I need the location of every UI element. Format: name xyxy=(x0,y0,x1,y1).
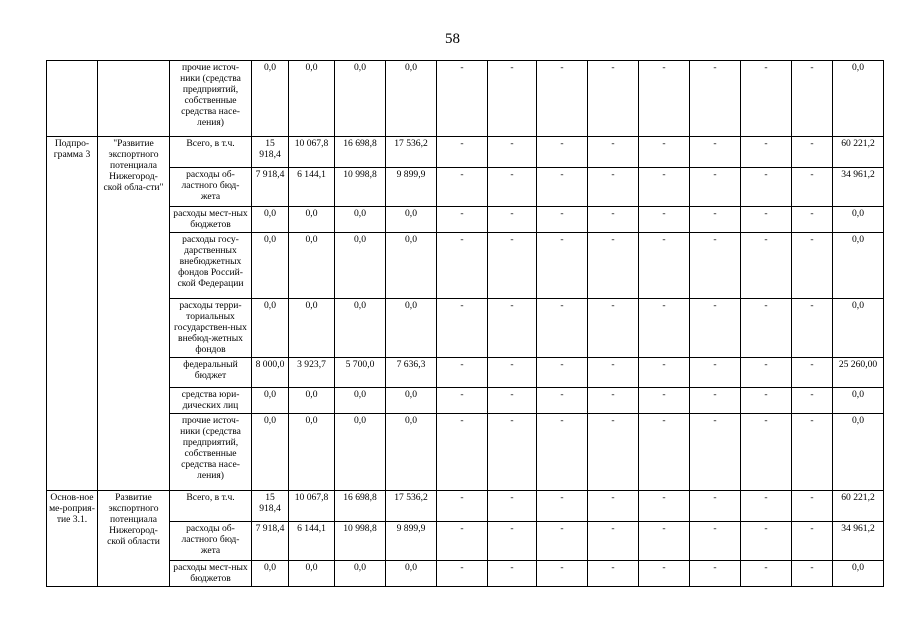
total-value-cell: 25 260,00 xyxy=(833,358,884,388)
year-value-cell: 7 918,4 xyxy=(252,522,289,561)
group-code: Основ-ное ме-роприя-тие 3.1. xyxy=(47,491,98,587)
year-value-cell: 0,0 xyxy=(335,388,386,414)
year-value-cell: 16 698,8 xyxy=(335,137,386,168)
year-value-cell: - xyxy=(437,137,488,168)
year-value-cell: - xyxy=(690,137,741,168)
year-value-cell: - xyxy=(639,207,690,233)
year-value-cell: - xyxy=(437,207,488,233)
year-value-cell: - xyxy=(792,522,833,561)
year-value-cell: 0,0 xyxy=(289,299,335,358)
year-value-cell: 0,0 xyxy=(335,61,386,137)
year-value-cell: - xyxy=(792,207,833,233)
year-value-cell: - xyxy=(741,233,792,299)
group-code: Подпро-грамма 3 xyxy=(47,137,98,491)
year-value-cell: - xyxy=(537,168,588,207)
year-value-cell: 0,0 xyxy=(289,207,335,233)
year-value-cell: - xyxy=(690,207,741,233)
year-value-cell: - xyxy=(588,358,639,388)
year-value-cell: - xyxy=(792,168,833,207)
year-value-cell: - xyxy=(488,207,537,233)
year-value-cell: - xyxy=(588,491,639,522)
year-value-cell: 15 918,4 xyxy=(252,137,289,168)
table-row xyxy=(47,137,884,168)
funding-source-label: прочие источ-ники (средства предприятий, собственные средства насе-ления) xyxy=(170,61,252,137)
year-value-cell: - xyxy=(639,137,690,168)
year-value-cell: - xyxy=(437,388,488,414)
funding-source-label: расходы мест-ных бюджетов xyxy=(170,207,252,233)
year-value-cell: 7 918,4 xyxy=(252,168,289,207)
year-value-cell: - xyxy=(588,414,639,491)
year-value-cell: 0,0 xyxy=(252,414,289,491)
year-value-cell: - xyxy=(792,491,833,522)
year-value-cell: - xyxy=(792,137,833,168)
funding-source-label: федеральный бюджет xyxy=(170,358,252,388)
year-value-cell: 6 144,1 xyxy=(289,168,335,207)
year-value-cell: - xyxy=(639,61,690,137)
group-title-cell xyxy=(98,61,170,137)
year-value-cell: - xyxy=(690,299,741,358)
year-value-cell: - xyxy=(639,414,690,491)
year-value-cell: - xyxy=(488,491,537,522)
year-value-cell: - xyxy=(588,137,639,168)
year-value-cell: - xyxy=(488,561,537,587)
funding-source-label: расходы госу-дарственных внебюджетных фондов Россий-ской Федерации xyxy=(170,233,252,299)
year-value-cell: 0,0 xyxy=(335,207,386,233)
year-value-cell: - xyxy=(792,233,833,299)
year-value-cell: - xyxy=(537,61,588,137)
year-value-cell: 6 144,1 xyxy=(289,522,335,561)
year-value-cell: 0,0 xyxy=(335,561,386,587)
year-value-cell: - xyxy=(741,168,792,207)
total-value-cell: 0,0 xyxy=(833,414,884,491)
year-value-cell: - xyxy=(588,522,639,561)
year-value-cell: - xyxy=(639,522,690,561)
total-value-cell: 0,0 xyxy=(833,561,884,587)
year-value-cell: 10 998,8 xyxy=(335,168,386,207)
year-value-cell: 7 636,3 xyxy=(386,358,437,388)
year-value-cell: 0,0 xyxy=(386,561,437,587)
year-value-cell: - xyxy=(792,61,833,137)
year-value-cell: - xyxy=(488,522,537,561)
year-value-cell: - xyxy=(792,299,833,358)
year-value-cell: - xyxy=(639,388,690,414)
year-value-cell: - xyxy=(741,299,792,358)
year-value-cell: 0,0 xyxy=(289,388,335,414)
year-value-cell: 9 899,9 xyxy=(386,168,437,207)
year-value-cell: - xyxy=(690,168,741,207)
funding-source-label: расходы об-ластного бюд-жета xyxy=(170,522,252,561)
year-value-cell: - xyxy=(639,491,690,522)
year-value-cell: - xyxy=(437,561,488,587)
year-value-cell: - xyxy=(437,299,488,358)
year-value-cell: 0,0 xyxy=(386,61,437,137)
year-value-cell: - xyxy=(437,61,488,137)
year-value-cell: 0,0 xyxy=(289,61,335,137)
year-value-cell: - xyxy=(537,561,588,587)
year-value-cell: - xyxy=(488,388,537,414)
year-value-cell: - xyxy=(690,414,741,491)
year-value-cell: - xyxy=(537,207,588,233)
year-value-cell: - xyxy=(537,491,588,522)
year-value-cell: - xyxy=(639,168,690,207)
year-value-cell: - xyxy=(437,168,488,207)
year-value-cell: - xyxy=(488,168,537,207)
year-value-cell: - xyxy=(741,491,792,522)
total-value-cell: 60 221,2 xyxy=(833,137,884,168)
table-row xyxy=(47,358,884,388)
year-value-cell: 0,0 xyxy=(252,561,289,587)
year-value-cell: - xyxy=(741,137,792,168)
year-value-cell: - xyxy=(488,137,537,168)
year-value-cell: 5 700,0 xyxy=(335,358,386,388)
year-value-cell: - xyxy=(537,299,588,358)
year-value-cell: 0,0 xyxy=(386,414,437,491)
year-value-cell: - xyxy=(588,61,639,137)
year-value-cell: - xyxy=(741,358,792,388)
funding-source-label: Всего, в т.ч. xyxy=(170,491,252,522)
year-value-cell: - xyxy=(588,299,639,358)
year-value-cell: - xyxy=(690,388,741,414)
year-value-cell: - xyxy=(792,358,833,388)
year-value-cell: 0,0 xyxy=(289,561,335,587)
year-value-cell: - xyxy=(537,137,588,168)
year-value-cell: 0,0 xyxy=(252,207,289,233)
year-value-cell: - xyxy=(437,491,488,522)
year-value-cell: - xyxy=(488,414,537,491)
funding-source-label: расходы об-ластного бюд-жета xyxy=(170,168,252,207)
table-row xyxy=(47,299,884,358)
year-value-cell: 10 998,8 xyxy=(335,522,386,561)
year-value-cell: 0,0 xyxy=(252,388,289,414)
table-row xyxy=(47,168,884,207)
year-value-cell: 10 067,8 xyxy=(289,491,335,522)
year-value-cell: 0,0 xyxy=(252,61,289,137)
year-value-cell: - xyxy=(537,522,588,561)
year-value-cell: - xyxy=(690,491,741,522)
year-value-cell: 0,0 xyxy=(335,299,386,358)
year-value-cell: 17 536,2 xyxy=(386,137,437,168)
year-value-cell: - xyxy=(488,233,537,299)
total-value-cell: 34 961,2 xyxy=(833,168,884,207)
group-title: Развитие экспортного потенциала Нижегород-ской области xyxy=(98,491,170,587)
table-row xyxy=(47,388,884,414)
year-value-cell: - xyxy=(437,233,488,299)
year-value-cell: - xyxy=(690,61,741,137)
year-value-cell: - xyxy=(639,561,690,587)
year-value-cell: - xyxy=(488,358,537,388)
year-value-cell: 0,0 xyxy=(252,233,289,299)
year-value-cell: 10 067,8 xyxy=(289,137,335,168)
year-value-cell: - xyxy=(639,299,690,358)
table-row xyxy=(47,414,884,491)
table-row xyxy=(47,207,884,233)
year-value-cell: 0,0 xyxy=(289,233,335,299)
table-row xyxy=(47,561,884,587)
year-value-cell: - xyxy=(690,233,741,299)
year-value-cell: - xyxy=(690,561,741,587)
total-value-cell: 0,0 xyxy=(833,299,884,358)
funding-source-label: прочие источ-ники (средства предприятий, собственные средства насе-ления) xyxy=(170,414,252,491)
total-value-cell: 0,0 xyxy=(833,61,884,137)
year-value-cell: - xyxy=(639,358,690,388)
funding-source-label: расходы терри-ториальных государствен-ных внебюд-жетных фондов xyxy=(170,299,252,358)
year-value-cell: 0,0 xyxy=(386,207,437,233)
year-value-cell: 3 923,7 xyxy=(289,358,335,388)
year-value-cell: - xyxy=(588,561,639,587)
year-value-cell: - xyxy=(437,358,488,388)
year-value-cell: 0,0 xyxy=(335,414,386,491)
year-value-cell: - xyxy=(792,414,833,491)
total-value-cell: 0,0 xyxy=(833,388,884,414)
year-value-cell: - xyxy=(741,414,792,491)
year-value-cell: 16 698,8 xyxy=(335,491,386,522)
year-value-cell: 0,0 xyxy=(335,233,386,299)
group-title: "Развитие экспортного потенциала Нижегород-ской обла-сти" xyxy=(98,137,170,491)
table-row xyxy=(47,522,884,561)
table-row xyxy=(47,61,884,137)
funding-source-label: средства юри-дических лиц xyxy=(170,388,252,414)
year-value-cell: - xyxy=(588,233,639,299)
year-value-cell: 0,0 xyxy=(386,388,437,414)
year-value-cell: - xyxy=(741,522,792,561)
funding-source-label: расходы мест-ных бюджетов xyxy=(170,561,252,587)
year-value-cell: - xyxy=(690,358,741,388)
year-value-cell: 0,0 xyxy=(386,299,437,358)
year-value-cell: - xyxy=(537,233,588,299)
year-value-cell: - xyxy=(792,561,833,587)
year-value-cell: 8 000,0 xyxy=(252,358,289,388)
year-value-cell: - xyxy=(588,168,639,207)
year-value-cell: 0,0 xyxy=(289,414,335,491)
table-row xyxy=(47,233,884,299)
year-value-cell: 17 536,2 xyxy=(386,491,437,522)
year-value-cell: - xyxy=(437,414,488,491)
year-value-cell: - xyxy=(741,207,792,233)
year-value-cell: - xyxy=(588,388,639,414)
table-row xyxy=(47,491,884,522)
year-value-cell: - xyxy=(537,388,588,414)
year-value-cell: 15 918,4 xyxy=(252,491,289,522)
total-value-cell: 60 221,2 xyxy=(833,491,884,522)
year-value-cell: 9 899,9 xyxy=(386,522,437,561)
year-value-cell: - xyxy=(437,522,488,561)
page-number: 58 xyxy=(445,31,460,47)
year-value-cell: - xyxy=(488,299,537,358)
year-value-cell: - xyxy=(690,522,741,561)
total-value-cell: 0,0 xyxy=(833,233,884,299)
year-value-cell: - xyxy=(741,561,792,587)
year-value-cell: - xyxy=(537,358,588,388)
group-code-cell xyxy=(47,61,98,137)
year-value-cell: - xyxy=(741,61,792,137)
year-value-cell: - xyxy=(792,388,833,414)
year-value-cell: - xyxy=(741,388,792,414)
year-value-cell: - xyxy=(639,233,690,299)
year-value-cell: 0,0 xyxy=(386,233,437,299)
funding-source-label: Всего, в т.ч. xyxy=(170,137,252,168)
total-value-cell: 34 961,2 xyxy=(833,522,884,561)
year-value-cell: - xyxy=(537,414,588,491)
year-value-cell: - xyxy=(488,61,537,137)
budget-table xyxy=(46,60,884,587)
year-value-cell: - xyxy=(588,207,639,233)
year-value-cell: 0,0 xyxy=(252,299,289,358)
total-value-cell: 0,0 xyxy=(833,207,884,233)
